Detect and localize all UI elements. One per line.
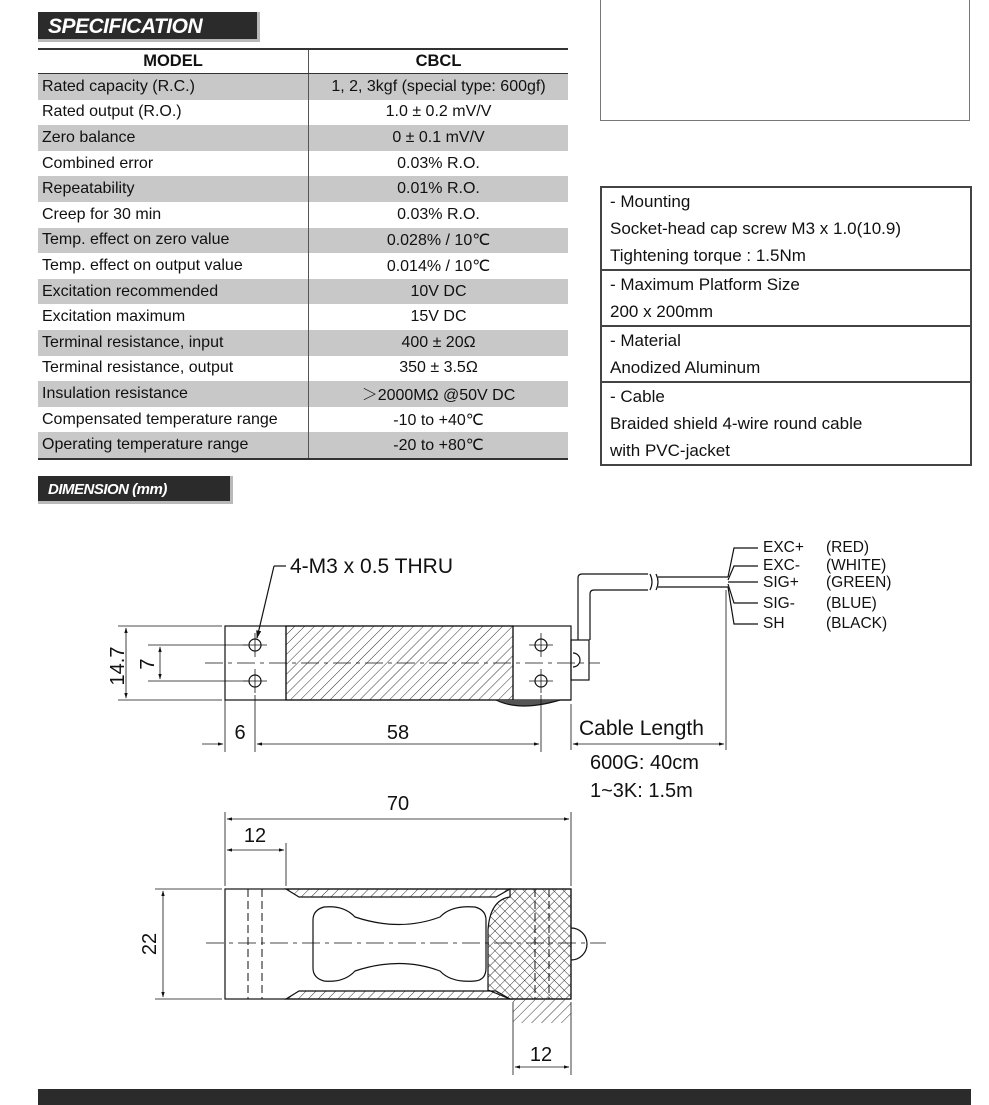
wire-color: (BLUE) (826, 595, 877, 612)
note-line: Socket-head cap screw M3 x 1.0(10.9) (610, 219, 902, 238)
spec-value: 350 ± 3.5Ω (399, 359, 478, 377)
spec-label: Repeatability (38, 176, 309, 202)
note-line: Tightening torque : 1.5Nm (610, 246, 806, 265)
footer-bar (38, 1089, 971, 1105)
wire-labels (763, 539, 891, 632)
spec-label: Operating temperature range (38, 432, 309, 459)
spec-value: 400 ± 20Ω (309, 330, 569, 356)
note-line: Braided shield 4-wire round cable (610, 414, 863, 433)
note-line: Anodized Aluminum (610, 358, 761, 377)
note-line: - Cable (610, 387, 665, 406)
specification-title: SPECIFICATION (38, 12, 260, 42)
note-line: - Mounting (610, 192, 691, 211)
spec-value: -10 to +40℃ (393, 411, 484, 429)
spec-value: 1.0 ± 0.2 mV/V (385, 103, 492, 121)
spec-label: Excitation maximum (38, 304, 309, 330)
spec-value: 0.028% / 10℃ (309, 228, 569, 254)
spec-label: Excitation recommended (38, 279, 309, 305)
spec-value: -20 to +80℃ (309, 432, 569, 459)
spec-label: Terminal resistance, output (38, 356, 309, 382)
spec-label: Temp. effect on output value (38, 253, 309, 279)
cable-600g: 600G: 40cm (590, 752, 699, 774)
dim-6: 6 (234, 722, 246, 744)
note-line: - Material (610, 331, 681, 350)
spec-value: 0.014% / 10℃ (386, 257, 491, 275)
spec-label: Rated output (R.O.) (38, 100, 309, 126)
note-line: 200 x 200mm (610, 302, 713, 321)
wire-color: (BLACK) (826, 615, 888, 632)
spec-value: 0.03% R.O. (397, 154, 480, 172)
spec-value: ＞2000MΩ @50V DC (309, 381, 569, 407)
spec-value: 10V DC (309, 279, 569, 305)
spec-value: 15V DC (410, 308, 467, 326)
dimension-title: DIMENSION (mm) (38, 476, 233, 504)
cable-length-label: Cable Length (579, 717, 704, 740)
spec-label: Terminal resistance, input (38, 330, 309, 356)
dim-22: 22 (139, 932, 161, 956)
spec-label: Rated capacity (R.C.) (38, 74, 309, 100)
spec-value: 0 ± 0.1 mV/V (309, 125, 569, 151)
wire-color: (GREEN) (826, 574, 892, 591)
note-line: - Maximum Platform Size (610, 275, 800, 294)
dim-12-bottom: 12 (529, 1044, 553, 1066)
spec-label: Zero balance (38, 125, 309, 151)
spec-label: Combined error (38, 151, 309, 177)
dim-70: 70 (386, 793, 410, 815)
dim-58: 58 (386, 722, 410, 744)
wire-name: SIG+ (763, 574, 799, 591)
spec-value: 0.03% R.O. (397, 205, 480, 223)
note-line: with PVC-jacket (610, 441, 730, 460)
dim-14-7: 14.7 (107, 646, 129, 686)
spec-label: Compensated temperature range (38, 407, 309, 433)
dim-7: 7 (137, 658, 159, 670)
cable-1-3k: 1~3K: 1.5m (590, 780, 693, 802)
side-view (155, 812, 606, 1075)
spec-label: Temp. effect on zero value (38, 228, 309, 254)
dim-12-top: 12 (243, 825, 267, 847)
spec-label: Insulation resistance (38, 381, 309, 407)
table-header-cbcl: CBCL (309, 49, 569, 74)
wire-color: (WHITE) (826, 557, 887, 574)
spec-value: 0.01% R.O. (309, 176, 569, 202)
wire-name: SH (763, 615, 785, 632)
wire-color: (RED) (826, 539, 870, 556)
spec-label: Creep for 30 min (38, 202, 309, 228)
spec-value: 1, 2, 3kgf (special type: 600gf) (309, 74, 569, 100)
wire-name: EXC- (763, 557, 801, 574)
wire-name: SIG- (763, 595, 795, 612)
table-header-model: MODEL (38, 49, 309, 74)
thru-label: 4-M3 x 0.5 THRU (290, 555, 453, 578)
wire-name: EXC+ (763, 539, 804, 556)
